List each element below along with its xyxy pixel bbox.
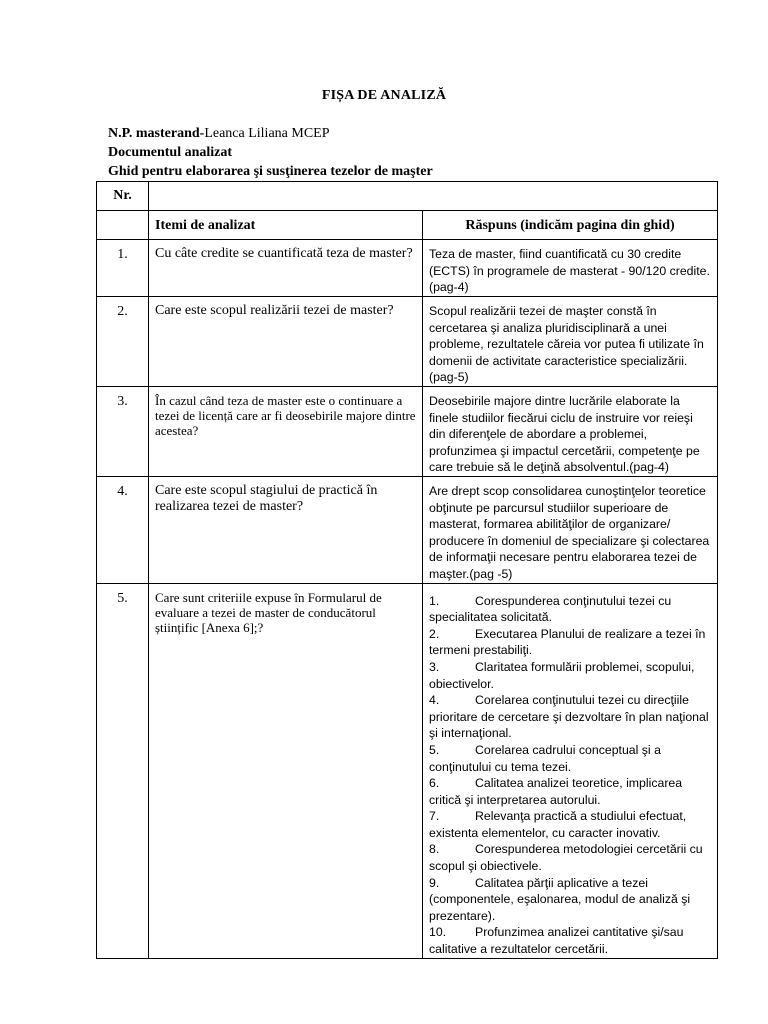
- col-items-header: Itemi de analizat: [149, 211, 423, 240]
- criteria-item: 3. Claritatea formulării problemei, scopului, obiectivelor.: [429, 659, 695, 691]
- analysis-table: [96, 181, 718, 959]
- criteria-list: [423, 583, 718, 958]
- row-number: 5.: [97, 583, 149, 958]
- header-blank-cell: [97, 211, 149, 240]
- criteria-item: 1. Corespunderea conţinutului tezei cu specialitatea solicitată.: [429, 593, 672, 625]
- row-answer: Are drept scop consolidarea cunoştinţelor teoretice obţinute pe parcursul studiilor superioare de masterat, formarea abilităţilor de organizare/ producere în domeniul de specializare şi colectarea de informaţii necesare pentru elaborarea tezei de maşter.(pag -5): [423, 477, 718, 584]
- criteria-item: 4. Corelarea conţinutului tezei cu direcţiile prioritare de cercetare şi dezvoltare în plan naţional şi internaţional.: [429, 693, 709, 741]
- table-row: [97, 387, 718, 477]
- student-line: [108, 124, 330, 143]
- row-question: În cazul când teza de master este o continuare a tezei de licență care ar fi deosebirile majore dintre acestea?: [149, 387, 423, 477]
- table-row: [97, 240, 718, 297]
- row-number: 4.: [97, 477, 149, 584]
- student-name: Leanca Liliana MCEP: [204, 126, 330, 141]
- criteria-item: 7. Relevanţa practică a studiului efectuat, existenta elementelor, cu caracter inovativ.: [429, 809, 687, 840]
- table-row: [97, 583, 718, 958]
- analyzed-document-title: Ghid pentru elaborarea şi susţinerea tezelor de maşter: [108, 164, 433, 179]
- table-nr-row: [97, 182, 718, 211]
- document-label: Documentul analizat: [108, 145, 233, 160]
- criteria-item: 9. Calitatea părţii aplicative a tezei (componentele, eşalonarea, modul de analiză şi prezentare).: [429, 875, 691, 923]
- criteria-item: 10. Profunzimea analizei cantitative şi/sau calitative a rezultatelor cercetării.: [429, 925, 684, 957]
- row-question: Care este scopul realizării tezei de master?: [149, 297, 423, 387]
- row-question: Care este scopul stagiului de practică în realizarea tezei de master?: [149, 477, 423, 584]
- row-question: Care sunt criteriile expuse în Formularul de evaluare a tezei de master de conducătorul științific [Anexa 6];?: [149, 583, 423, 958]
- criteria-item: 8. Corespunderea metodologiei cercetării cu scopul şi obiectivele.: [429, 842, 703, 874]
- row-answer: Teza de master, fiind cuantificată cu 30 credite (ECTS) în programele de masterat - 90/120 credite.(pag-4): [423, 240, 718, 297]
- table-row: [97, 477, 718, 584]
- nr-header: Nr.: [97, 182, 149, 211]
- table-row: [97, 297, 718, 387]
- criteria-item: 6. Calitatea analizei teoretice, implicarea critică şi interpretarea autorului.: [429, 776, 683, 807]
- row-answer: Deosebirile majore dintre lucrările elaborate la finele studiilor fiecărui ciclu de instruire vor reieşi din diferenţele de abordare a problemei, profunzimea şi impactul cercetării, competenţe pe care trebuie să le deţină absolventul.(pag-4): [423, 387, 718, 477]
- document-title: FIȘA DE ANALIZĂ: [321, 88, 447, 103]
- table-header-row: [97, 211, 718, 240]
- criteria-item: 2. Executarea Planului de realizare a tezei în termeni prestabiliţi.: [429, 626, 706, 658]
- criteria-item: 5. Corelarea cadrului conceptual şi a conţinutului cu tema tezei.: [429, 742, 661, 774]
- row-number: 1.: [97, 240, 149, 297]
- row-answer: Scopul realizării tezei de maşter constă în cercetarea şi analiza pluridisciplinară a unei probleme, rezultatele căreia vor putea fi utilizate în domenii de activitate caracteristice specializării.(pag-5): [423, 297, 718, 387]
- row-question: Cu câte credite se cuantificată teza de master?: [149, 240, 423, 297]
- row-number: 2.: [97, 297, 149, 387]
- nr-header-blank: [149, 182, 718, 211]
- student-label: N.P. masterand-: [108, 126, 205, 141]
- row-number: 3.: [97, 387, 149, 477]
- col-answer-header: Răspuns (indicăm pagina din ghid): [423, 211, 718, 240]
